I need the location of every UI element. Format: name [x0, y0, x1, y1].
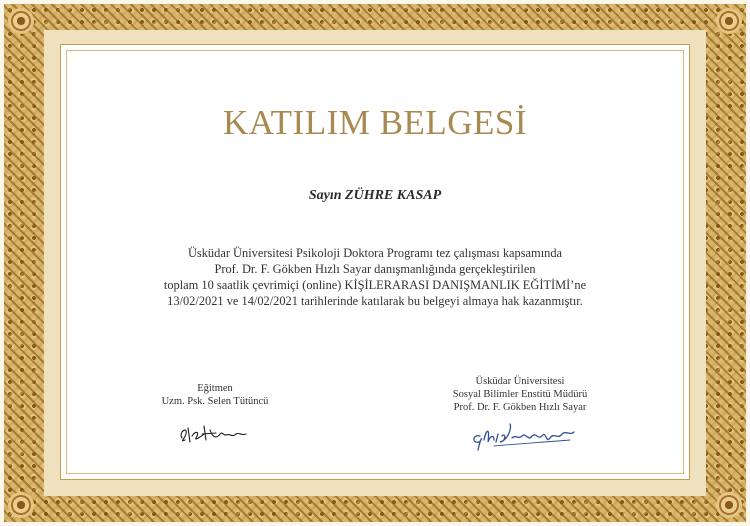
certificate-body — [60, 245, 690, 309]
body-line: toplam 10 saatlik çevrimiçi (online) KİŞİLERARASI DANIŞMANLIK EĞİTİMİ’ne — [163, 278, 587, 292]
corner-ornament — [716, 8, 742, 34]
director-signature-block — [420, 375, 620, 414]
corner-ornament — [8, 492, 34, 518]
corner-ornament — [716, 492, 742, 518]
director-signature — [466, 414, 578, 452]
body-line: 13/02/2021 ve 14/02/2021 tarihlerinde katılarak bu belgeyi almaya hak kazanmıştır. — [167, 294, 583, 308]
recipient-name: Sayın ZÜHRE KASAP — [308, 188, 442, 203]
trainer-role: Eğitmen — [197, 383, 233, 394]
body-line: Prof. Dr. F. Gökben Hızlı Sayar danışmanlığında gerçekleştirilen — [214, 262, 536, 276]
director-institution: Üsküdar Üniversitesi — [475, 376, 565, 387]
certificate-title: KATILIM BELGESİ — [223, 103, 527, 142]
director-role: Sosyal Bilimler Enstitü Müdürü — [452, 389, 588, 400]
trainer-signature-block — [120, 382, 310, 408]
corner-ornament — [8, 8, 34, 34]
director-name: Prof. Dr. F. Gökben Hızlı Sayar — [453, 402, 587, 413]
trainer-signature — [176, 422, 250, 446]
body-line: Üsküdar Üniversitesi Psikoloji Doktora Programı tez çalışması kapsamında — [187, 246, 563, 260]
trainer-name: Uzm. Psk. Selen Tütüncü — [161, 396, 269, 407]
